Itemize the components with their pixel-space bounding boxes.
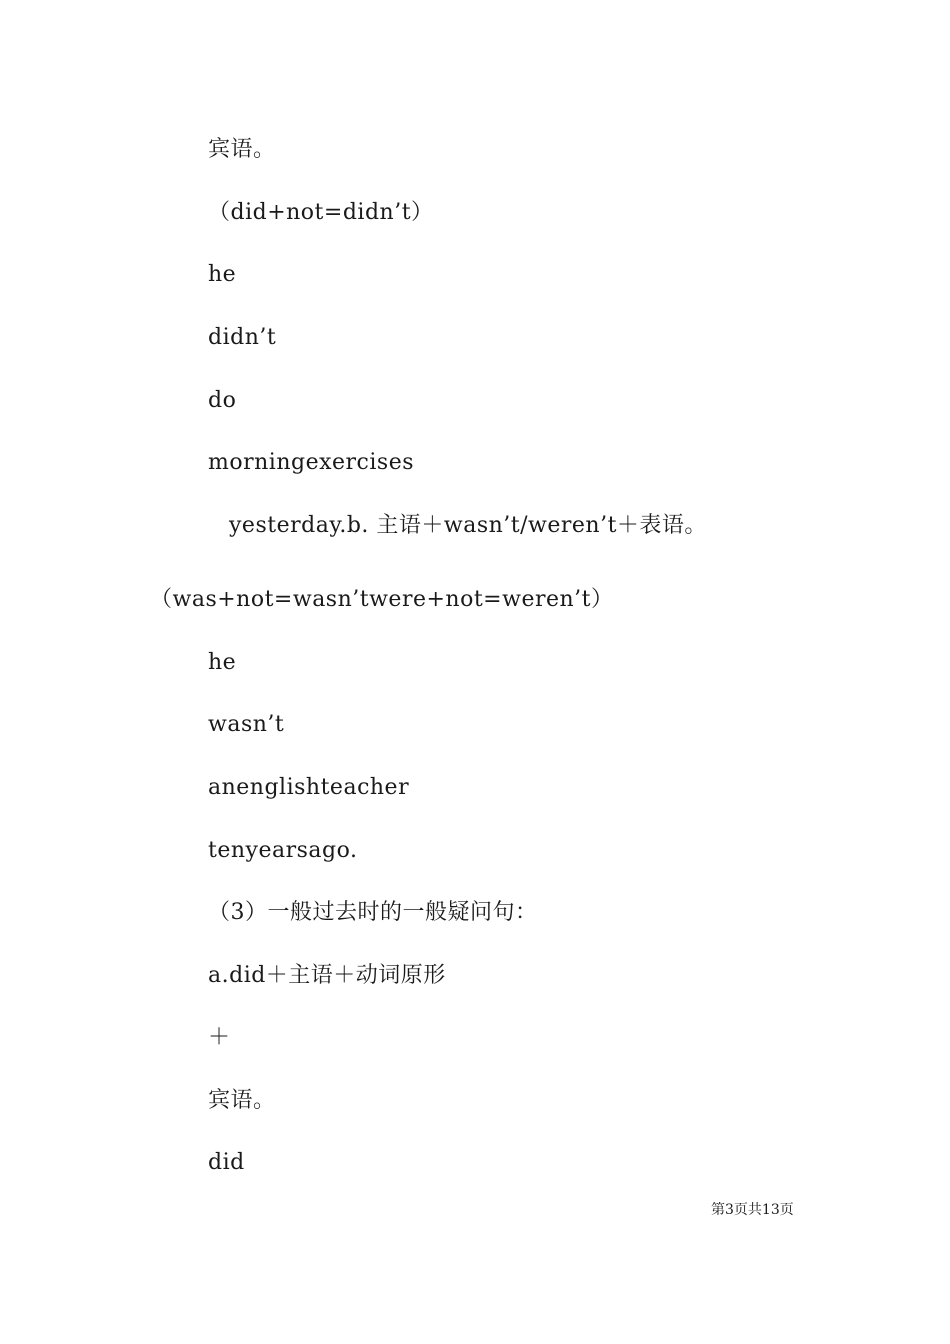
text-line: （was+not=wasn’twere+not=weren’t） [150, 587, 614, 612]
text-line: did [208, 1150, 245, 1175]
text-line: （3）一般过去时的一般疑问句： [208, 900, 538, 925]
text-line: yesterday.b. 主语＋wasn’t/weren’t＋表语。 [229, 513, 707, 538]
text-line: ＋ [208, 1025, 231, 1050]
text-line: 宾语。 [208, 137, 276, 162]
text-line: didn’t [208, 325, 277, 350]
text-line: he [208, 262, 237, 287]
text-line: a.did＋主语＋动词原形 [208, 963, 446, 988]
text-line: （did+not=didn’t） [208, 200, 434, 225]
text-line: morningexercises [208, 450, 414, 475]
text-line: anenglishteacher [208, 775, 410, 800]
text-line: do [208, 388, 237, 413]
text-line: tenyearsago. [208, 838, 358, 863]
text-line: 宾语。 [208, 1088, 276, 1113]
text-line: he [208, 650, 237, 675]
text-line: wasn’t [208, 712, 285, 737]
page-number: 第3页共13页 [711, 1202, 794, 1218]
